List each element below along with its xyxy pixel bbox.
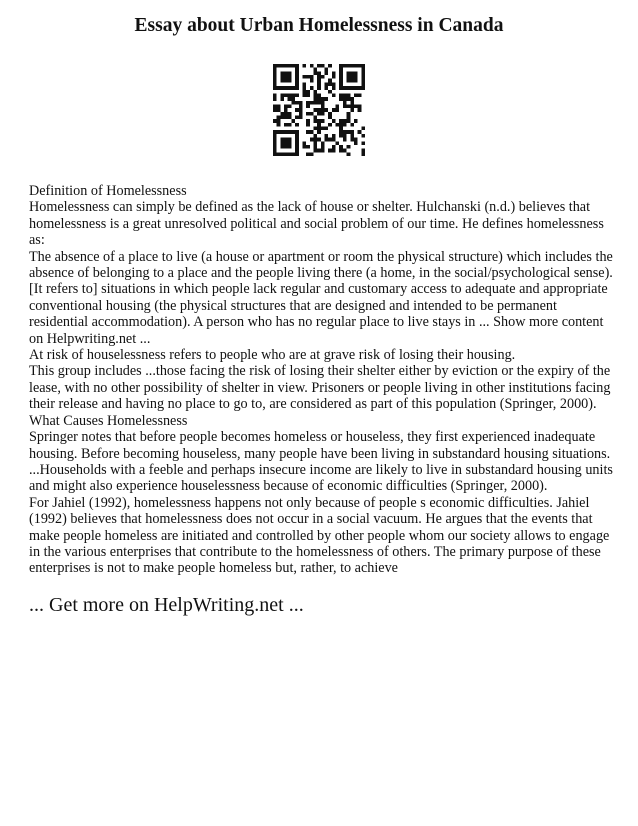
document-title: Essay about Urban Homelessness in Canada xyxy=(134,15,504,36)
paragraph: At risk of houselessness refers to people who are at grave risk of losing their housing. xyxy=(29,347,516,364)
paragraph: Springer notes that before people becomes homeless or houseless, they first experienced inadequate housing. Before becoming houseless, many people have been living in substandard housing situations. ...Households with a feeble and perhaps insecure income are likely to live in substandard housing units and might also experience houselessness because of economic difficulties (Springer, 2000). xyxy=(29,429,613,495)
paragraph: Homelessness can simply be defined as the lack of house or shelter. Hulchanski (n.d.) believes that homelessness is a great unresolved political and social problem of our time. He defines homelessness as: xyxy=(29,199,604,249)
essay-body xyxy=(29,183,614,577)
paragraph: This group includes ...those facing the risk of losing their shelter either by eviction or the expiry of the lease, with no other possibility of shelter in view. Prisoners or people living in other institutions facing their release and having no place to go to, are considered as part of this population (Springer, 2000). xyxy=(29,363,611,413)
section-heading: What Causes Homelessness xyxy=(29,412,188,429)
paragraph: For Jahiel (1992), homelessness happens not only because of people s economic difficulties. Jahiel (1992) believes that homelessness does not occur in a social vacuum. He argues that the events that make people homeless are initiated and controlled by other people whom our society allows to engage in the various enterprises that contribute to the homelessness of others. The primary purpose of these enterprises is not to make people homeless but, rather, to achieve xyxy=(29,494,610,577)
get-more-link[interactable]: ... Get more on HelpWriting.net ... xyxy=(29,594,304,616)
section-heading: Definition of Homelessness xyxy=(29,183,187,199)
qr-code-icon xyxy=(273,64,365,156)
paragraph: The absence of a place to live (a house or apartment or room the physical structure) which includes the absence of belonging to a place and the people living there (a home, in the social/psychological sense). [It refers to] situations in which people lack regular and customary access to adequate and appropriate conventional housing (the physical structures that are designed and intended to be permanent residential accommodation). A person who has no regular place to live stays in ... Show more content on Helpwriting.net ... xyxy=(29,248,613,347)
